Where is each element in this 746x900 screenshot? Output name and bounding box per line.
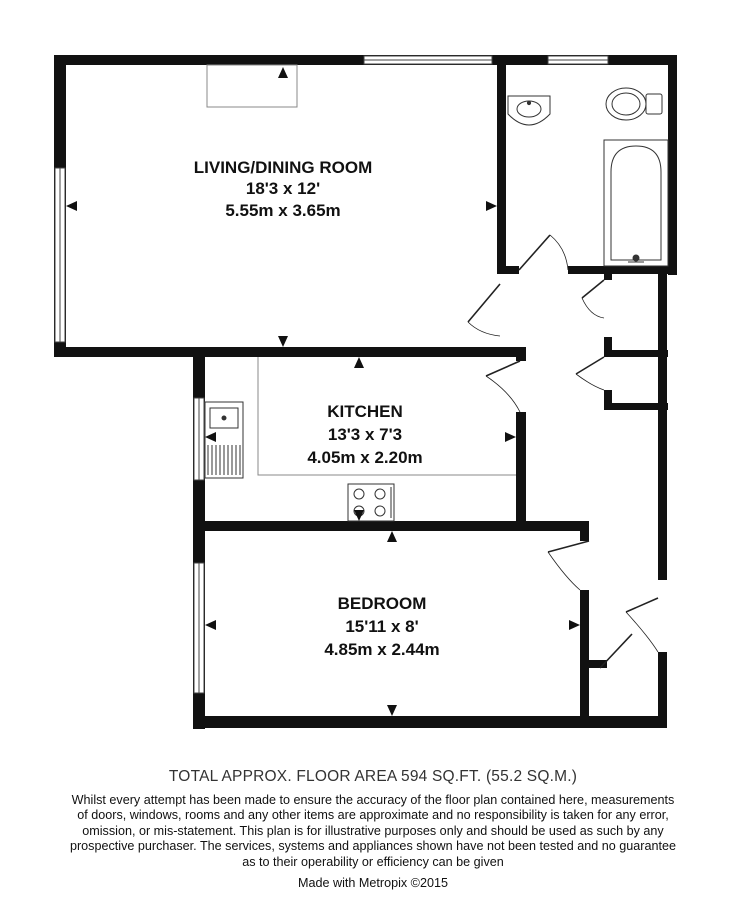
kitchen-metric: 4.05m x 2.20m — [307, 448, 423, 467]
living-room-name: LIVING/DINING ROOM — [193, 158, 373, 177]
toilet-icon — [606, 88, 662, 120]
kitchen-imperial: 13'3 x 7'3 — [327, 425, 403, 444]
bathtub-icon — [604, 140, 668, 266]
hob-icon — [348, 484, 394, 521]
disclaimer-line: as to their operability or efficiency can be given — [242, 854, 504, 869]
disclaimer — [0, 793, 746, 870]
window-icon — [55, 56, 608, 693]
bedroom-metric: 4.85m x 2.44m — [324, 640, 440, 659]
disclaimer-line: prospective purchaser. The services, systems and appliances shown have not been tested and no guarantee — [69, 839, 677, 854]
kitchen-name: KITCHEN — [327, 402, 403, 421]
disclaimer-line: of doors, windows, rooms and any other items are approximate and no responsibility is taken for any error, — [77, 808, 669, 823]
bedroom-name: BEDROOM — [337, 594, 427, 613]
disclaimer-line: omission, or mis-statement. This plan is for illustrative purposes only and should be used as such by any — [82, 823, 664, 838]
living-room-imperial: 18'3 x 12' — [245, 179, 321, 198]
living-room-metric: 5.55m x 3.65m — [225, 201, 341, 220]
metropix-credit: Made with Metropix ©2015 — [298, 876, 448, 890]
door-swing-icon — [468, 235, 658, 668]
kitchen-sink-icon — [205, 402, 243, 478]
total-floor-area: TOTAL APPROX. FLOOR AREA 594 SQ.FT. (55.2 SQ.M.) — [168, 768, 578, 785]
disclaimer-line: Whilst every attempt has been made to ensure the accuracy of the floor plan contained here, measurements — [71, 793, 675, 807]
bedroom-imperial: 15'11 x 8' — [345, 617, 419, 636]
wash-basin-icon — [508, 96, 550, 125]
